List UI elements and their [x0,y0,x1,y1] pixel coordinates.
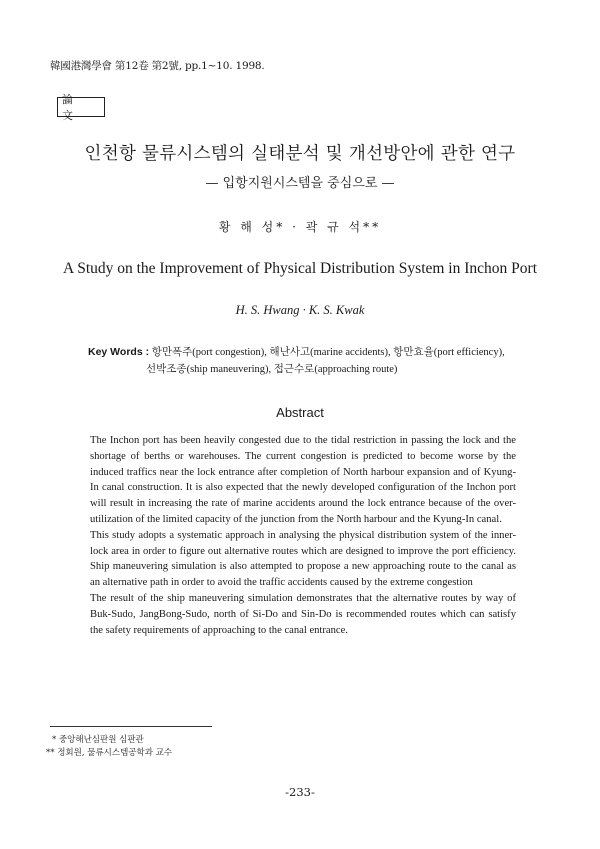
journal-citation: 韓國港灣學會 第12卷 第2號, pp.1~10. 1998. [50,60,265,72]
abstract-paragraph-1: The Inchon port has been heavily congested due to the tidal restriction in passing the lock and the shortage of berths or warehouses. The current congestion is predicted to become worse by the induced traffics near the lock entrance after completion of North harbour expansion and of Kyung-In canal construction. It is also expected that the newly developed configuration of the Inchon port will result in increasing the rate of marine accidents around the lock entrance because of the over-utilization of the limited capacity of the junction from the North harbour and the Kyung-In canal. [90,435,516,525]
abstract-body [90,433,516,638]
keywords-text-2: 선박조종(ship maneuvering), 접근수로(approaching route) [146,364,398,375]
title-korean: 인천항 물류시스템의 실태분석 및 개선방안에 관한 연구 [84,144,516,164]
footnote-2: ** 정회원, 물류시스템공학과 교수 [46,748,173,758]
keywords-label: Key Words : [88,346,150,358]
authors-korean: 황 해 성* · 곽 규 석** [218,220,382,234]
footnote-divider [50,726,212,727]
abstract-paragraph-2: This study adopts a systematic approach in analysing the physical distribution system of the inner-lock area in order to figure out alternative routes which are designed to improve the port efficiency. Ship maneuvering simulation is also attempted to propose a new approaching route to the canal as an alternative path in order to avoid the traffic accidents caused by the extreme congestion [90,529,516,589]
authors-english: H. S. Hwang · K. S. Kwak [235,303,365,317]
page-number: -233- [285,785,315,799]
keywords-line-1 [88,344,528,361]
keywords-block [88,344,528,378]
keywords-text-1: 항만폭주(port congestion), 해난사고(marine accidents), 항만효율(port efficiency), [151,347,505,358]
article-type-tag: 論 文 [57,97,105,117]
abstract-paragraph-3: The result of the ship maneuvering simulation demonstrates that the alternative routes by way of Buk-Sudo, JangBong-Sudo, north of Si-Do and Sin-Do is recommended routes which can satisfy the safety requirements of approaching to the canal entrance. [90,592,516,636]
abstract-heading: Abstract [276,405,324,420]
subtitle-korean: — 입항지원시스템을 중심으로 — [205,176,395,191]
title-english: A Study on the Improvement of Physical Distribution System in Inchon Port [62,260,537,277]
footnote-1: * 중앙해난심판원 심판관 [52,735,144,745]
